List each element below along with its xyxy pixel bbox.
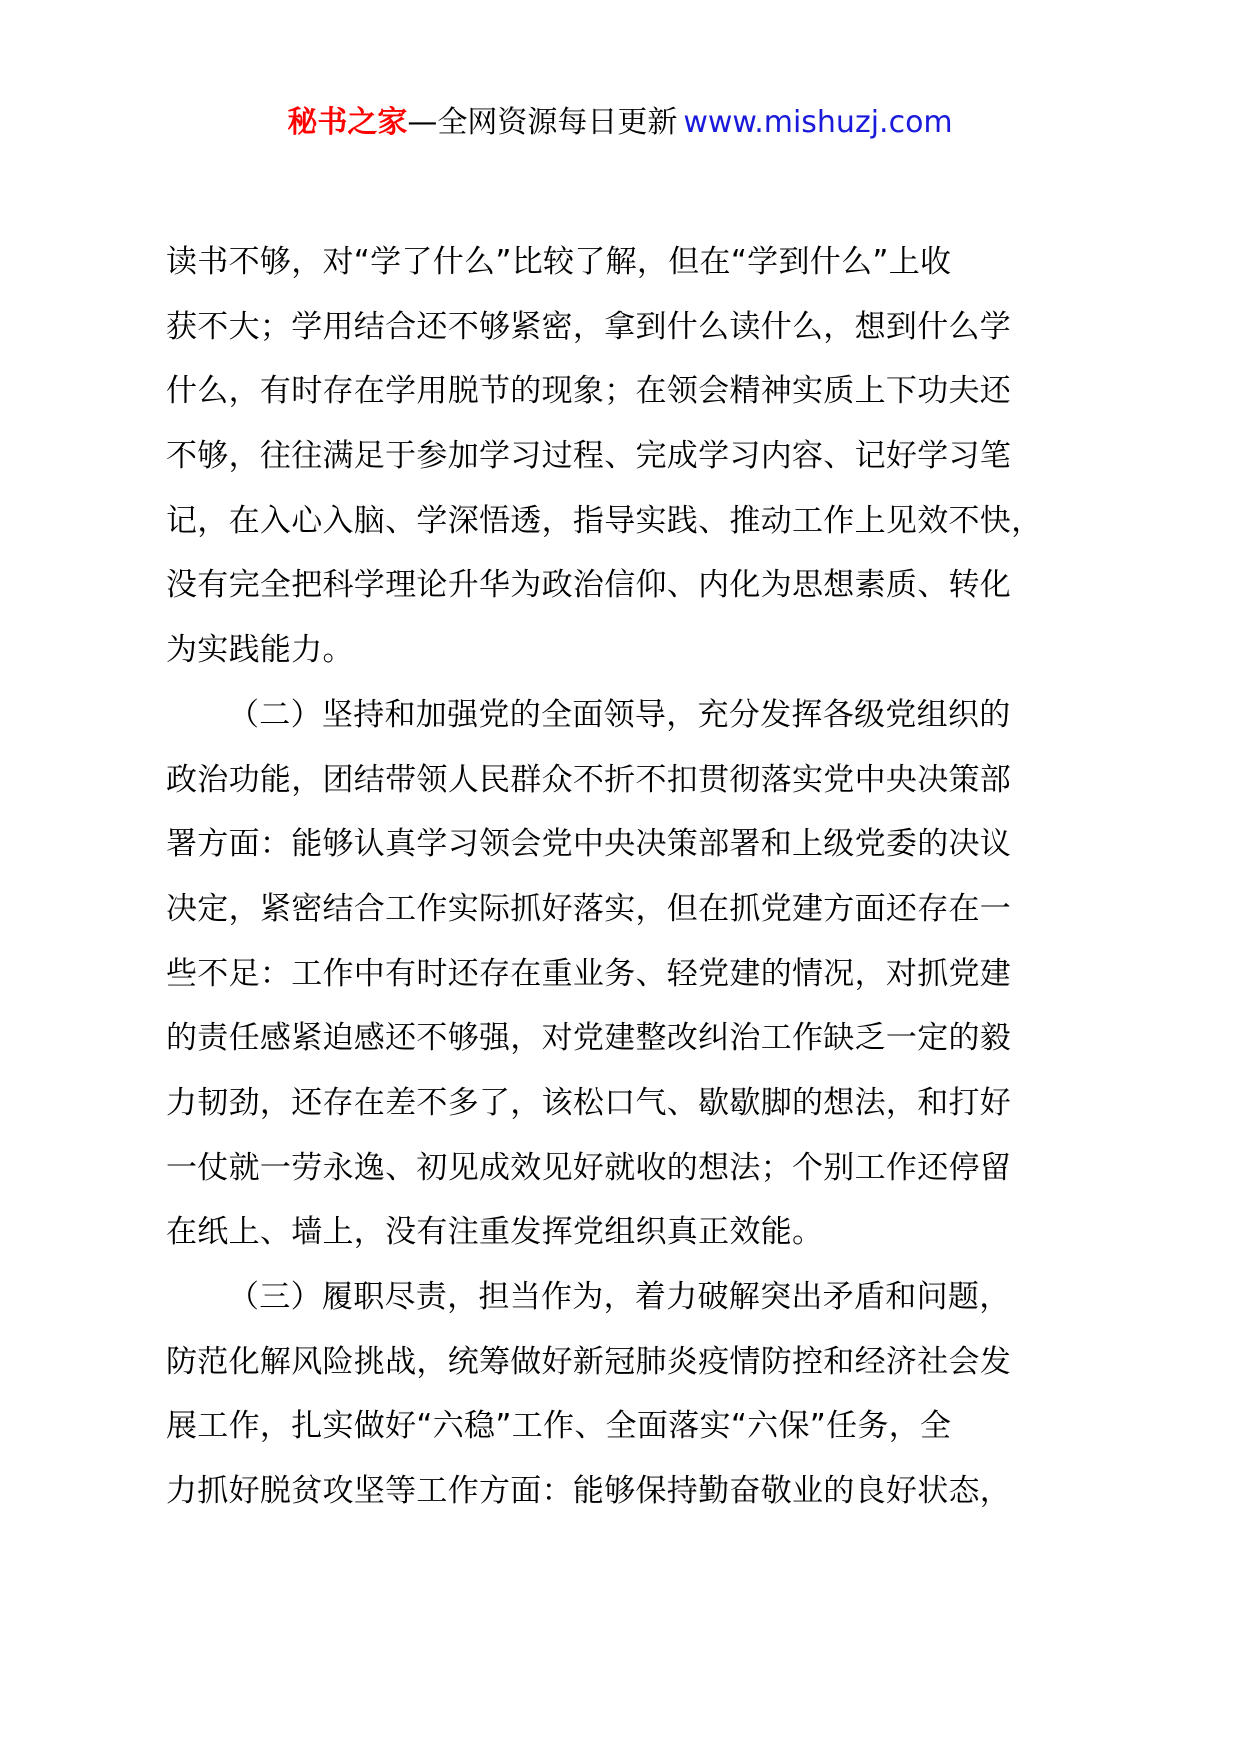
- text-line: （三）履职尽责，担当作为，着力破解突出矛盾和问题，: [228, 1279, 1011, 1315]
- text-line: 什么，有时存在学用脱节的现象；在领会精神实质上下功夫还: [166, 373, 1012, 410]
- text-line: 为实践能力。: [166, 632, 354, 669]
- text-line: 读书不够，对“学了什么”比较了解，但在“学到什么”上收: [166, 244, 952, 280]
- text-line: 署方面：能够认真学习领会党中央决策部署和上级党委的决议: [166, 826, 1012, 863]
- text-line: 防范化解风险挑战，统筹做好新冠肺炎疫情防控和经济社会发: [166, 1343, 1012, 1380]
- text-line: 展工作，扎实做好“六稳”工作、全面落实“六保”任务，全: [166, 1408, 952, 1445]
- paragraph-1: [166, 242, 1096, 695]
- document-body: [166, 242, 1096, 1536]
- site-brand: 秘书之家: [287, 105, 408, 140]
- text-line: 决定，紧密结合工作实际抓好落实，但在抓党建方面还存在一: [166, 890, 1012, 927]
- site-url-link[interactable]: www.mishuzj.com: [683, 105, 953, 140]
- text-line: （二）坚持和加强党的全面领导，充分发挥各级党组织的: [228, 696, 1011, 733]
- text-line: 没有完全把科学理论升华为政治信仰、内化为思想素质、转化: [166, 567, 1012, 604]
- text-line: 不够，往往满足于参加学习过程、完成学习内容、记好学习笔: [166, 438, 1012, 475]
- text-line: 政治功能，团结带领人民群众不折不扣贯彻落实党中央决策部: [166, 761, 1012, 798]
- text-line: 的责任感紧迫感还不够强，对党建整改纠治工作缺乏一定的毅: [166, 1020, 1012, 1057]
- text-line: 力抓好脱贫攻坚等工作方面：能够保持勤奋敬业的良好状态，: [166, 1473, 1012, 1510]
- paragraph-2: [166, 695, 1096, 1277]
- paragraph-3: [166, 1277, 1096, 1536]
- text-line: 一仗就一劳永逸、初见成效见好就收的想法；个别工作还停留: [166, 1149, 1012, 1186]
- text-line: 力韧劲，还存在差不多了，该松口气、歇歇脚的想法，和打好: [166, 1084, 1012, 1121]
- text-line: 获不大；学用结合还不够紧密，拿到什么读什么，想到什么学: [166, 308, 1012, 345]
- text-line: 记，在入心入脑、学深悟透，指导实践、推动工作上见效不快，: [166, 502, 1043, 539]
- site-tagline: —全网资源每日更新: [407, 105, 678, 140]
- site-header: [0, 103, 1240, 143]
- text-line: 在纸上、墙上，没有注重发挥党组织真正效能。: [166, 1214, 824, 1251]
- text-line: 些不足：工作中有时还存在重业务、轻党建的情况，对抓党建: [166, 955, 1012, 992]
